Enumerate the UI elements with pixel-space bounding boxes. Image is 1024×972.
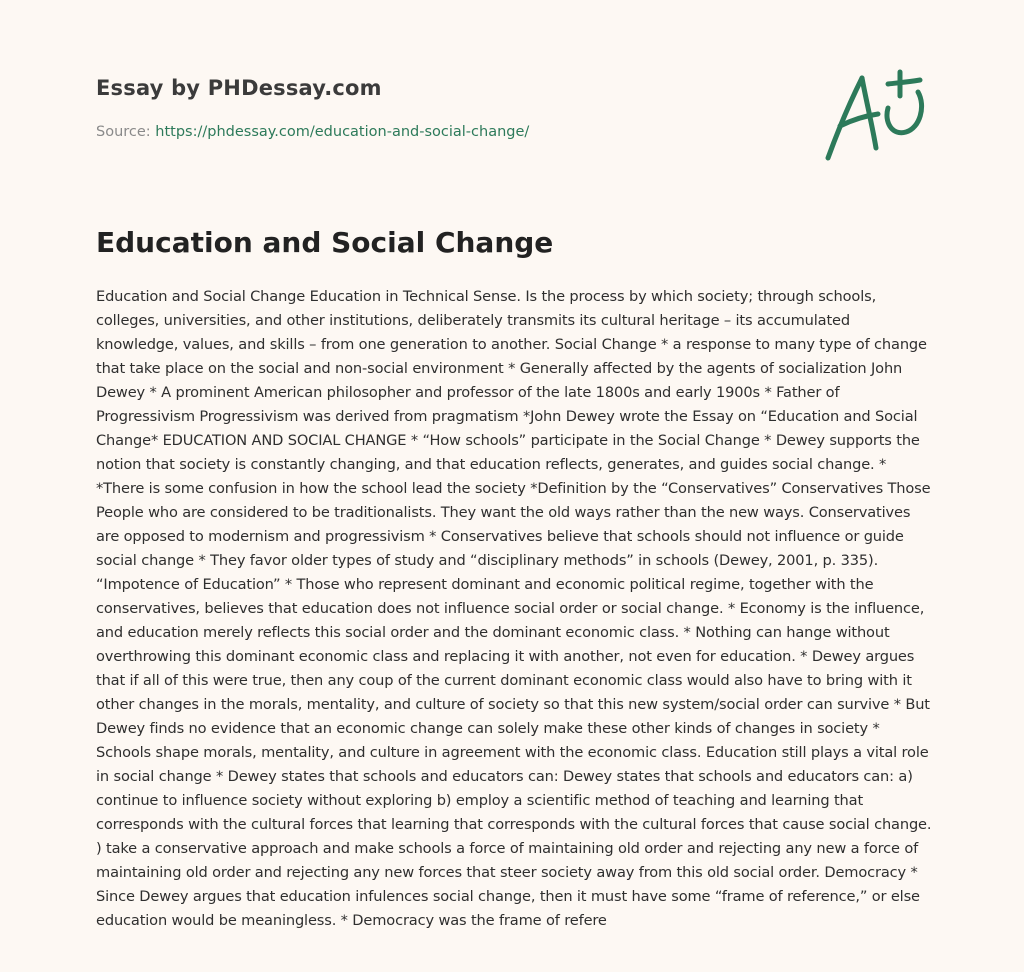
site-title: Essay by PHDessay.com xyxy=(96,76,382,100)
a-plus-logo-icon xyxy=(822,66,928,164)
source-line xyxy=(96,124,529,140)
essay-title: Education and Social Change xyxy=(96,226,554,259)
source-label: Source: xyxy=(96,124,151,140)
essay-body: Education and Social Change Education in Technical Sense. Is the process by which society; through schools, colleges, universities, and other institutions, deliberately transmits its cultural heritage – its accumulated knowledge, values, and skills – from one generation to another. Social Change * a response to many type of change that take place on the social and non-social environment * Generally affected by the agents of socialization John Dewey * A prominent American philosopher and professor of the late 1800s and early 1900s * Father of Progressivism Progressivism was derived from pragmatism *John Dewey wrote the Essay on “Education and Social Change* EDUCATION AND SOCIAL CHANGE * “How schools” participate in the Social Change * Dewey supports the notion that society is constantly changing, and that education reflects, generates, and guides social change. * *There is some confusion in how the school lead the society *Definition by the “Conservatives” Conservatives Those People who are considered to be traditionalists. They want the old ways rather than the new ways. Conservatives are opposed to modernism and progressivism * Conservatives believe that schools should not influence or guide social change * They favor older types of study and “disciplinary methods” in schools (Dewey, 2001, p. 335). “Impotence of Education” * Those who represent dominant and economic political regime, together with the conservatives, believes that education does not influence social order or social change. * Economy is the influence, and education merely reflects this social order and the dominant economic class. * Nothing can hange without overthrowing this dominant economic class and replacing it with another, not even for education. * Dewey argues that if all of this were true, then any coup of the current dominant economic class would also have to bring with it other changes in the morals, mentality, and culture of society so that this new system/social order can survive * But Dewey finds no evidence that an economic change can solely make these other kinds of changes in society * Schools shape morals, mentality, and culture in agreement with the economic class. Education still plays a vital role in social change * Dewey states that schools and educators can: Dewey states that schools and educators can: a) continue to influence society without exploring b) employ a scientific method of teaching and learning that corresponds with the cultural forces that learning that corresponds with the cultural forces that cause social change. ) take a conservative approach and make schools a force of maintaining old order and rejecting any new a force of maintaining old order and rejecting any new forces that steer society away from this old social order. Democracy * Since Dewey argues that education infulences social change, then it must have some “frame of reference,” or else education would be meaningless. * Democracy was the frame of refere xyxy=(96,288,932,929)
source-link[interactable]: https://phdessay.com/education-and-social-change/ xyxy=(155,124,530,140)
